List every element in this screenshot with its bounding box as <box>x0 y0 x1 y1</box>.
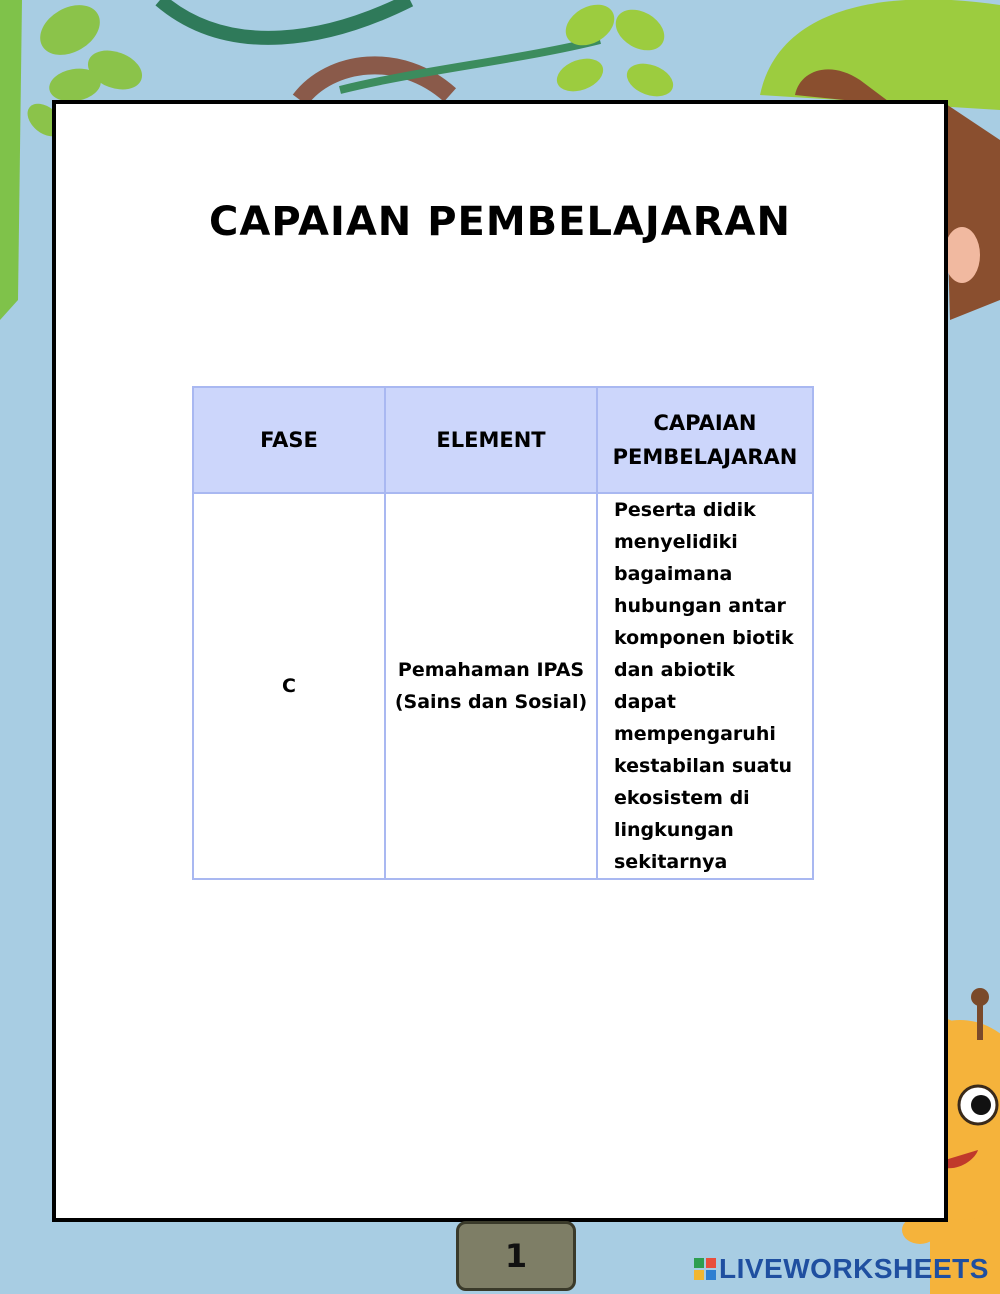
header-element: ELEMENT <box>385 387 597 493</box>
brand-text: LIVEWORKSHEETS <box>719 1253 989 1284</box>
table-row <box>193 493 813 879</box>
cell-element: Pemahaman IPAS (Sains dan Sosial) <box>385 493 597 879</box>
page-number-badge <box>456 1221 576 1291</box>
header-capaian: CAPAIAN PEMBELAJARAN <box>597 387 813 493</box>
page-number: 1 <box>504 1237 528 1275</box>
liveworksheets-logo-icon <box>694 1258 716 1280</box>
worksheet-card <box>52 100 948 1222</box>
table-header-row <box>193 387 813 493</box>
liveworksheets-brand[interactable] <box>694 1252 989 1286</box>
header-fase: FASE <box>193 387 385 493</box>
learning-outcomes-table <box>192 386 814 880</box>
page-title: CAPAIAN PEMBELAJARAN <box>209 199 791 245</box>
cell-capaian: Peserta didik menyelidiki bagaimana hubungan antar komponen biotik dan abiotik dapat mempengaruhi kestabilan suatu ekosistem di lingkungan sekitarnya <box>597 493 813 879</box>
cell-fase: C <box>193 493 385 879</box>
vine-decoration <box>160 0 410 38</box>
